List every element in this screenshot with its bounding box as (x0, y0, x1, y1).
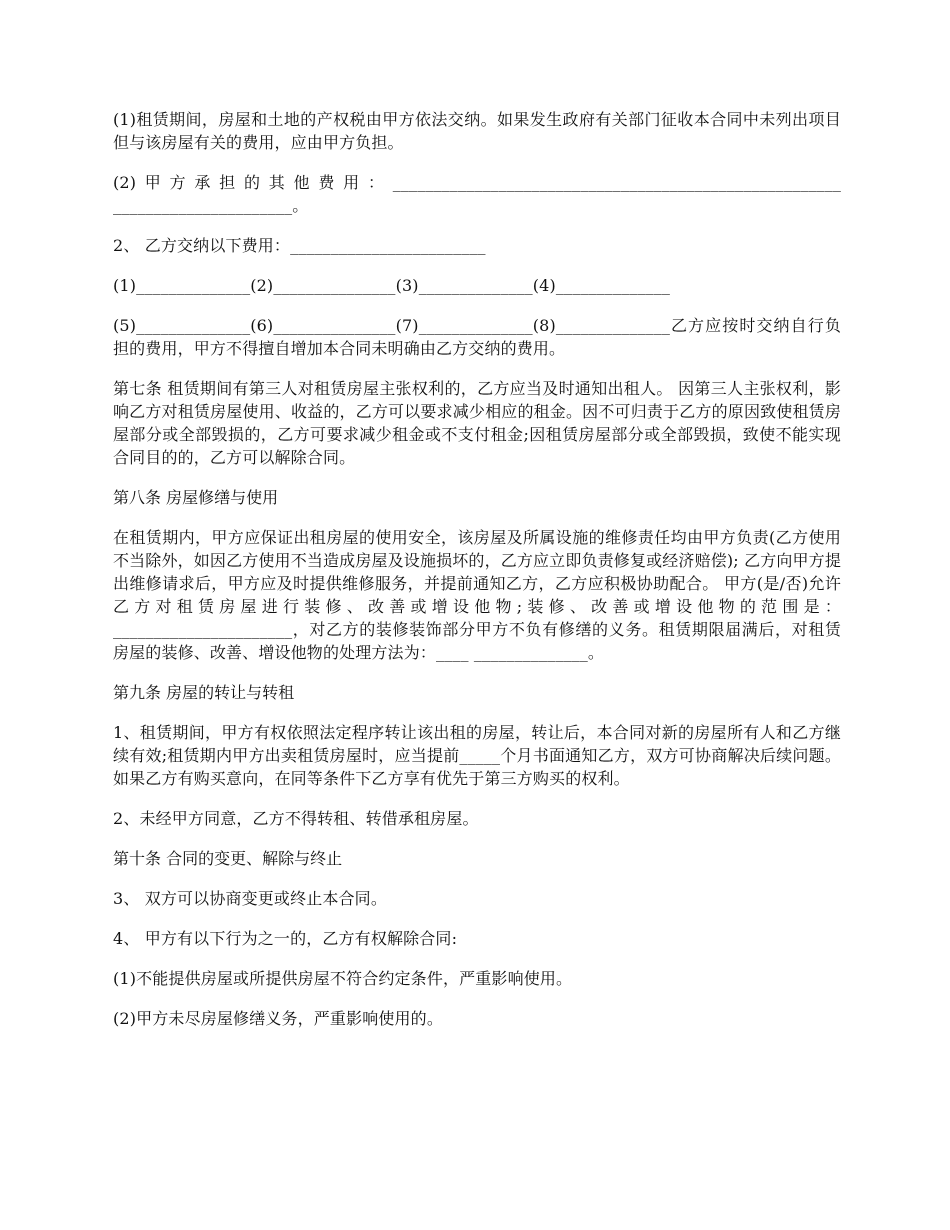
termination-condition-1: (1)不能提供房屋或所提供房屋不符合约定条件，严重影响使用。 (113, 969, 573, 988)
article-10-item-3: 3、 双方可以协商变更或终止本合同。 (113, 889, 387, 908)
fee-blanks-5-8: (5)______________(6)_______________(7)______________(8)______________乙方应按时交纳自行负担的费用，甲方不得擅自增加本合同未明确由乙方交纳的费用。 (113, 316, 841, 358)
article-9-sublease: 2、未经甲方同意，乙方不得转租、转借承租房屋。 (113, 809, 479, 828)
clause-lessee-fees-heading: 2、 乙方交纳以下费用：________________________ (113, 236, 486, 255)
article-8-repairs: 在租赁期内，甲方应保证出租房屋的使用安全，该房屋及所属设施的维修责任均由甲方负责(乙方使用不当除外，如因乙方使用不当造成房屋及设施损坏的，乙方应立即负责修复或经济赔偿); 乙方向甲方提出维修请求后，甲方应及时提供维修服务，并提前通知乙方，乙方应积极协助配合。 甲方(是/否)允许乙方对租赁房屋进行装修、改善或增设他物;装修、改善或增设他物的范围是：______________________，对乙方的装修装饰部分甲方不负有修缮的义务。租赁期限届满后，对租赁房屋的装修、改善、增设他物的处理方法为：____ ______________。 (113, 528, 841, 662)
article-7-third-party-claims: 第七条 租赁期间有第三人对租赁房屋主张权利的，乙方应当及时通知出租人。 因第三人主张权利，影响乙方对租赁房屋使用、收益的，乙方可以要求减少相应的租金。因不可归责于乙方的原因致使租赁房屋部分或全部毁损的，乙方可要求减少租金或不支付租金;因租赁房屋部分或全部毁损，致使不能实现合同目的的，乙方可以解除合同。 (113, 379, 841, 467)
article-10-item-4: 4、 甲方有以下行为之一的，乙方有权解除合同: (113, 929, 458, 948)
article-8-heading: 第八条 房屋修缮与使用 (113, 488, 279, 507)
article-9-transfer: 1、租赁期间，甲方有权依照法定程序转让该出租的房屋，转让后，本合同对新的房屋所有人和乙方继续有效;租赁期内甲方出卖租赁房屋时，应当提前_____个月书面通知乙方，双方可协商解决后续问题。如果乙方有购买意向，在同等条件下乙方享有优先于第三方购买的权利。 (113, 723, 841, 788)
document-page (113, 108, 841, 1047)
article-10-heading: 第十条 合同的变更、解除与终止 (113, 849, 343, 868)
clause-property-tax: (1)租赁期间，房屋和土地的产权税由甲方依法交纳。如果发生政府有关部门征收本合同中未列出项目但与该房屋有关的费用，应由甲方负担。 (113, 110, 841, 152)
article-9-heading: 第九条 房屋的转让与转租 (113, 683, 295, 702)
termination-condition-2: (2)甲方未尽房屋修缮义务，严重影响使用的。 (113, 1009, 443, 1028)
fee-blanks-1-4: (1)______________(2)_______________(3)______________(4)______________ (113, 276, 671, 295)
clause-lessor-other-fees: (2)甲方承担的其他费用：_______________________________________________________ ______________________。 (113, 173, 841, 215)
